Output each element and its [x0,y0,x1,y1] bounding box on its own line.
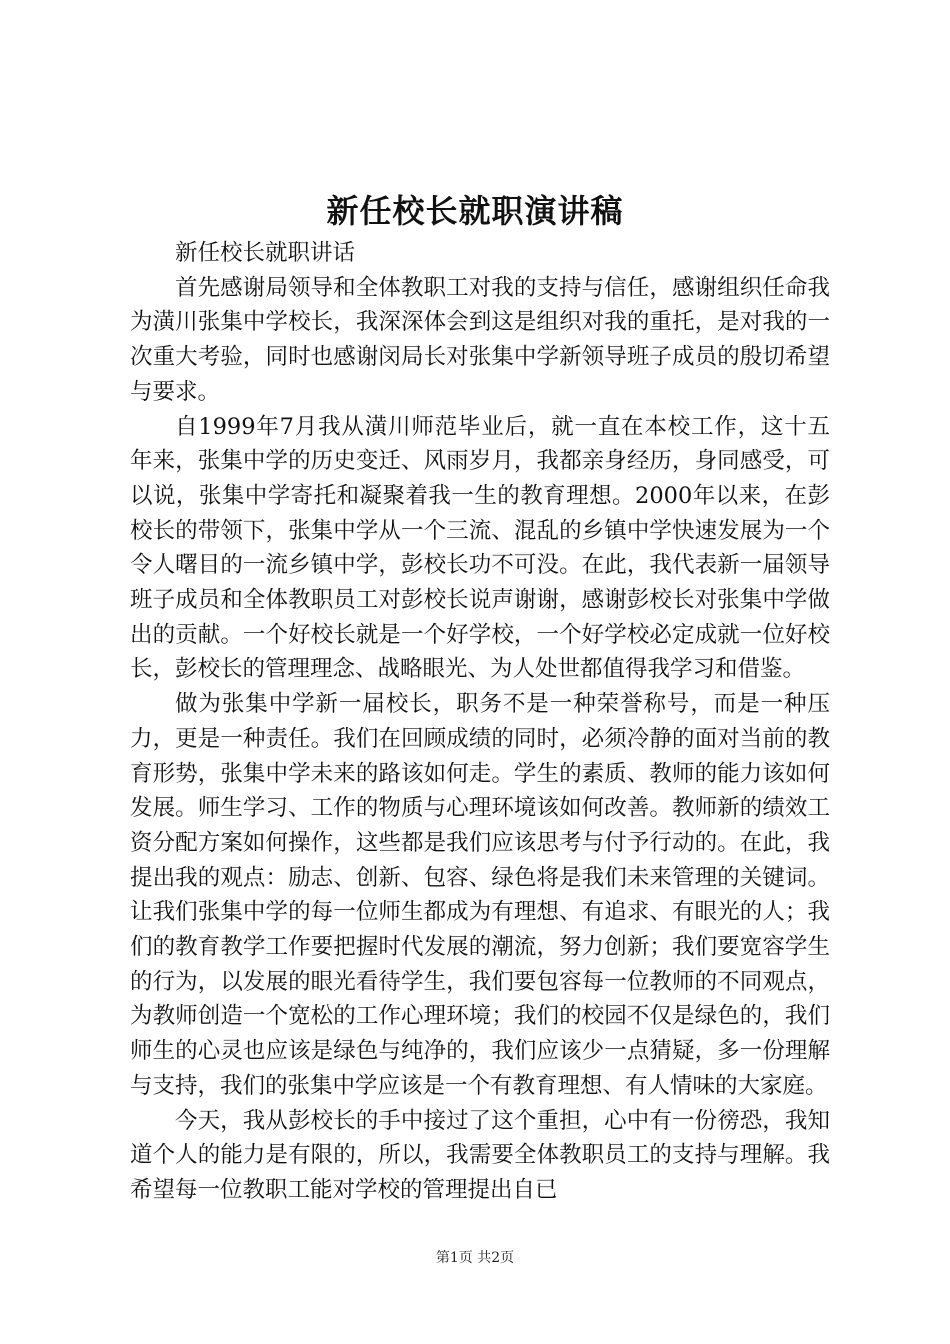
speech-subtitle: 新任校长就职讲话 [175,240,356,266]
paragraph: 做为张集中学新一届校长，职务不是一种荣誉称号，而是一种压力，更是一种责任。我们在回顾成绩的同时，必须冷静的面对当前的教育形势，张集中学未来的路该如何走。学生的素质、教师的能力该如何发展。师生学习、工作的物质与心理环境该如何改善。教师新的绩效工资分配方案如何操作，这些都是我们应该思考与付予行动的。在此，我提出我的观点：励志、创新、包容、绿色将是我们未来管理的关键词。让我们张集中学的每一位师生都成为有理想、有追求、有眼光的人；我们的教育教学工作要把握时代发展的潮流，努力创新；我们要宽容学生的行为，以发展的眼光看待学生，我们要包容每一位教师的不同观点，为教师创造一个宽松的工作心理环境；我们的校园不仅是绿色的，我们师生的心灵也应该是绿色与纯净的，我们应该少一点猜疑，多一份理解与支持，我们的张集中学应该是一个有教育理想、有人情味的大家庭。 [130,691,830,1099]
page-number-footer: 第1页 共2页 [435,1250,515,1266]
document-title: 新任校长就职演讲稿 [326,192,624,230]
document-body [130,236,830,1208]
paragraph: 首先感谢局领导和全体教职工对我的支持与信任，感谢组织任命我为潢川张集中学校长，我深深体会到这是组织对我的重托，是对我的一次重大考验，同时也感谢闵局长对张集中学新领导班子成员的殷切希望与要求。 [130,274,830,405]
paragraph: 自1999年7月我从潢川师范毕业后，就一直在本校工作，这十五年来，张集中学的历史变迁、风雨岁月，我都亲身经历，身同感受，可以说，张集中学寄托和凝聚着我一生的教育理想。2000年以来，在彭校长的带领下，张集中学从一个三流、混乱的乡镇中学快速发展为一个令人曙目的一流乡镇中学，彭校长功不可没。在此，我代表新一届领导班子成员和全体教职员工对彭校长说声谢谢，感谢彭校长对张集中学做出的贡献。一个好校长就是一个好学校，一个好学校必定成就一位好校长，彭校长的管理理念、战略眼光、为人处世都值得我学习和借鉴。 [130,413,830,683]
paragraph: 今天，我从彭校长的手中接过了这个重担，心中有一份徬恐，我知道个人的能力是有限的，所以，我需要全体教职员工的支持与理解。我希望每一位教职工能对学校的管理提出自已 [130,1107,830,1203]
